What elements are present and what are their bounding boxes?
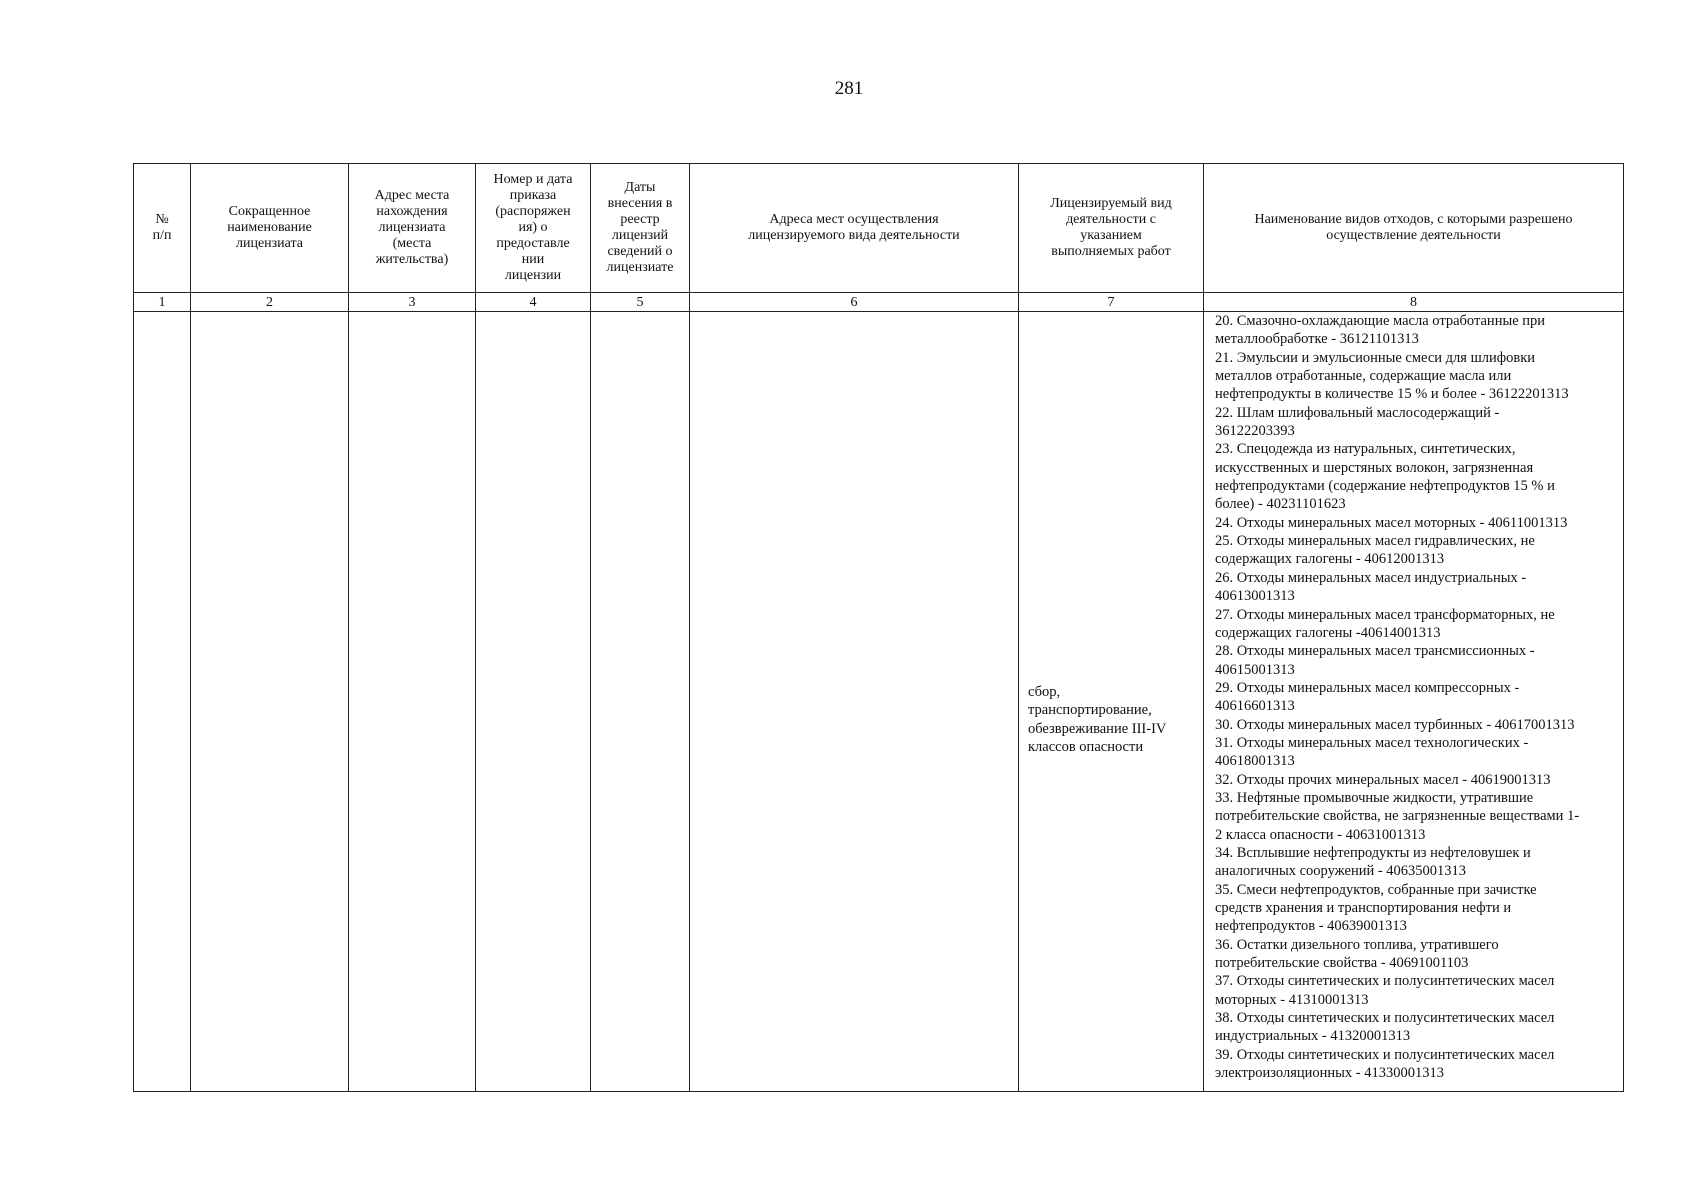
column-number: 1	[134, 293, 191, 312]
licensed-activity-text: сбор, транспортирование, обезвреживание III-IV классов опасности	[1028, 684, 1167, 755]
column-number: 2	[191, 293, 349, 312]
header-activity-addresses: Адреса мест осуществления лицензируемого вида деятельности	[690, 164, 1019, 293]
column-number: 5	[591, 293, 690, 312]
cell-number	[134, 312, 191, 1092]
header-number: № п/п	[134, 164, 191, 293]
cell-waste-types	[1204, 312, 1624, 1092]
header-order-number-date: Номер и дата приказа (распоряжен ия) о предоставле нии лицензии	[476, 164, 591, 293]
license-table	[133, 163, 1624, 1092]
page-number: 281	[834, 78, 864, 99]
column-number: 6	[690, 293, 1019, 312]
cell-licensee-address	[349, 312, 476, 1092]
cell-order-number-date	[476, 312, 591, 1092]
header-licensee-address: Адрес места нахождения лицензиата (места жительства)	[349, 164, 476, 293]
header-waste-types: Наименование видов отходов, с которыми разрешено осуществление деятельности	[1204, 164, 1624, 293]
cell-activity-addresses	[690, 312, 1019, 1092]
waste-list-text: 20. Смазочно-охлаждающие масла отработанные при металлообработке - 36121101313 21. Эмульсии и эмульсионные смеси для шлифовки металлов отработанные, содержащие масла или нефтепродукты в количестве 15 % и более - 36122201313 22. Шлам шлифовальный маслосодержащий - 36122203393 23. Спецодежда из натуральных, синтетических, искусственных и шерстяных волокон, загрязненная нефтепродуктами (содержание нефтепродуктов 15 % и более) - 40231101623 24. Отходы минеральных масел моторных - 40611001313 25. Отходы минеральных масел гидравлических, не содержащих галогены - 40612001313 26. Отходы минеральных масел индустриальных - 40613001313 27. Отходы минеральных масел трансформаторных, не содержащих галогены -40614001313 28. Отходы минеральных масел трансмиссионных - 40615001313 29. Отходы минеральных масел компрессорных - 40616601313 30. Отходы минеральных масел турбинных - 40617001313 31. Отходы минеральных масел технологических - 40618001313 32. Отходы прочих минеральных масел - 40619001313 33. Нефтяные промывочные жидкости, утратившие потребительские свойства, не загрязненные веществами 1- 2 класса опасности - 40631001313 34. Всплывшие нефтепродукты из нефтеловушек и аналогичных сооружений - 40635001313 35. Смеси нефтепродуктов, собранные при зачистке средств хранения и транспортирования нефти и нефтепродуктов - 40639001313 36. Остатки дизельного топлива, утратившего потребительские свойства - 40691001103 37. Отходы синтетических и полусинтетических масел моторных - 41310001313 38. Отходы синтетических и полусинтетических масел индустриальных - 41320001313 39. Отходы синтетических и полусинтетических масел электроизоляционных - 41330001313	[1215, 313, 1580, 1082]
column-number: 3	[349, 293, 476, 312]
column-number-row	[134, 293, 1624, 312]
header-licensee-name: Сокращенное наименование лицензиата	[191, 164, 349, 293]
cell-licensee-name	[191, 312, 349, 1092]
table-row	[134, 312, 1624, 1092]
header-licensed-activity: Лицензируемый вид деятельности с указанием выполняемых работ	[1019, 164, 1204, 293]
column-number: 4	[476, 293, 591, 312]
column-number: 8	[1204, 293, 1624, 312]
header-registry-dates: Даты внесения в реестр лицензий сведений о лицензиате	[591, 164, 690, 293]
header-row	[134, 164, 1624, 293]
cell-licensed-activity	[1019, 312, 1204, 1092]
cell-registry-dates	[591, 312, 690, 1092]
column-number: 7	[1019, 293, 1204, 312]
